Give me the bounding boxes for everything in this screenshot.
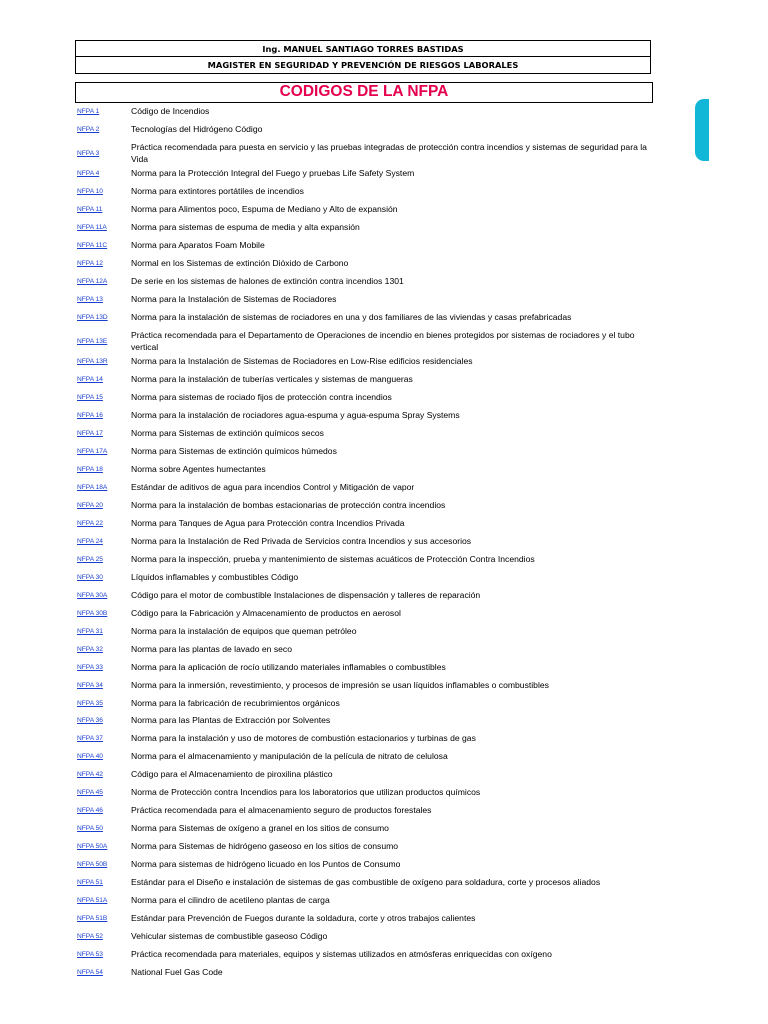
- nfpa-description: Norma para la instalación de rociadores agua-espuma y agua-espuma Spray Systems: [131, 410, 460, 421]
- nfpa-code-link[interactable]: NFPA 35: [77, 699, 103, 707]
- nfpa-code-link[interactable]: NFPA 24: [77, 537, 103, 545]
- nfpa-description: Código para la Fabricación y Almacenamiento de productos en aerosol: [131, 607, 401, 618]
- nfpa-code-link[interactable]: NFPA 4: [77, 170, 100, 178]
- nfpa-description: Norma para Sistemas de hidrógeno gaseoso en los sitios de consumo: [131, 841, 399, 852]
- nfpa-description: Norma para la Instalación de Sistemas de Rociadores: [131, 294, 337, 305]
- nfpa-code-link[interactable]: NFPA 10: [77, 188, 103, 196]
- nfpa-description: National Fuel Gas Code: [131, 966, 223, 977]
- nfpa-code-link[interactable]: NFPA 25: [77, 555, 103, 563]
- nfpa-code-link[interactable]: NFPA 50B: [77, 861, 108, 869]
- nfpa-description: Norma para sistemas de hidrógeno licuado en los Puntos de Consumo: [131, 859, 401, 870]
- nfpa-description: Norma para sistemas de rociado fijos de protección contra incendios: [131, 392, 392, 403]
- nfpa-description: Norma para sistemas de espuma de media y alta expansión: [131, 222, 360, 233]
- nfpa-code-link[interactable]: NFPA 11: [77, 206, 103, 214]
- nfpa-description: Norma para extintores portátiles de incendios: [131, 186, 304, 197]
- nfpa-description: Norma para Sistemas de extinción químicos secos: [131, 428, 324, 439]
- nfpa-code-link[interactable]: NFPA 13: [77, 296, 103, 304]
- nfpa-code-link[interactable]: NFPA 13R: [77, 358, 108, 366]
- nfpa-description: Norma para la instalación y uso de motores de combustión estacionarios y turbinas de gas: [131, 733, 476, 744]
- nfpa-code-link[interactable]: NFPA 2: [77, 125, 100, 133]
- nfpa-code-link[interactable]: NFPA 14: [77, 376, 103, 384]
- nfpa-code-link[interactable]: NFPA 36: [77, 717, 103, 725]
- nfpa-code-link[interactable]: NFPA 18: [77, 466, 103, 474]
- nfpa-description: Norma para el almacenamiento y manipulación de la película de nitrato de celulosa: [131, 751, 448, 762]
- nfpa-description: Práctica recomendada para el Departamento de Operaciones de incendio en bienes protegidos por sistemas de rociadores y el tubo vertical: [131, 329, 635, 353]
- nfpa-description: Práctica recomendada para puesta en servicio y las pruebas integradas de protección contra incendios y sistemas de seguridad para la Vida: [131, 141, 647, 165]
- nfpa-description: Estándar para el Diseño e instalación de sistemas de gas combustible de oxígeno para soldadura, corte y procesos aliados: [131, 877, 601, 887]
- nfpa-description: Norma para la instalación de sistemas de rociadores en una y dos familiares de las viviendas y casas prefabricadas: [131, 312, 572, 322]
- nfpa-description: Código para el motor de combustible Instalaciones de dispensación y talleres de reparación: [131, 589, 481, 600]
- nfpa-code-link[interactable]: NFPA 37: [77, 735, 103, 743]
- nfpa-description: Código para el Almacenamiento de piroxilina plástico: [131, 769, 333, 780]
- nfpa-description: Norma para la instalación de tuberías verticales y sistemas de mangueras: [131, 374, 413, 385]
- nfpa-description: De serie en los sistemas de halones de extinción contra incendios 1301: [131, 276, 404, 287]
- nfpa-code-link[interactable]: NFPA 12A: [77, 278, 108, 286]
- nfpa-description: Norma para la Instalación de Red Privada de Servicios contra Incendios y sus accesorios: [131, 535, 472, 546]
- nfpa-code-link[interactable]: NFPA 31: [77, 627, 103, 635]
- nfpa-description: Tecnologías del Hidrógeno Código: [131, 123, 263, 134]
- nfpa-code-link[interactable]: NFPA 51: [77, 879, 103, 886]
- nfpa-code-link[interactable]: NFPA 17: [77, 430, 103, 438]
- author-name: Ing. MANUEL SANTIAGO TORRES BASTIDAS: [76, 41, 650, 57]
- nfpa-code-link[interactable]: NFPA 11C: [77, 242, 108, 250]
- nfpa-code-link[interactable]: NFPA 3: [77, 149, 100, 157]
- nfpa-code-link[interactable]: NFPA 11A: [77, 224, 107, 232]
- nfpa-description: Normal en los Sistemas de extinción Dióxido de Carbono: [131, 258, 349, 269]
- nfpa-description: Norma para las plantas de lavado en seco: [131, 643, 292, 654]
- nfpa-code-link[interactable]: NFPA 1: [77, 108, 100, 115]
- nfpa-code-link[interactable]: NFPA 15: [77, 394, 103, 402]
- nfpa-description: Norma para Tanques de Agua para Protección contra Incendios Privada: [131, 518, 405, 528]
- nfpa-code-link[interactable]: NFPA 30: [77, 573, 103, 581]
- nfpa-code-link[interactable]: NFPA 54: [77, 968, 103, 976]
- nfpa-code-link[interactable]: NFPA 13D: [77, 314, 108, 321]
- nfpa-description: Líquidos inflamables y combustibles Código: [131, 571, 299, 582]
- nfpa-code-link[interactable]: NFPA 42: [77, 771, 103, 779]
- nfpa-code-link[interactable]: NFPA 50A: [77, 843, 108, 851]
- nfpa-description: Norma para Sistemas de oxígeno a granel en los sitios de consumo: [131, 823, 389, 834]
- nfpa-description: Práctica recomendada para materiales, equipos y sistemas utilizados en atmósferas enriquecidas con oxígeno: [131, 948, 552, 959]
- nfpa-description: Práctica recomendada para el almacenamiento seguro de productos forestales: [131, 805, 432, 816]
- nfpa-code-link[interactable]: NFPA 16: [77, 412, 103, 420]
- nfpa-code-link[interactable]: NFPA 52: [77, 932, 103, 940]
- nfpa-code-link[interactable]: NFPA 17A: [77, 448, 108, 456]
- nfpa-description: Norma para la inspección, prueba y mantenimiento de sistemas acuáticos de Protección Contra Incendios: [131, 553, 535, 564]
- nfpa-code-link[interactable]: NFPA 46: [77, 807, 103, 815]
- nfpa-code-link[interactable]: NFPA 51A: [77, 896, 108, 904]
- nfpa-description: Norma para Sistemas de extinción químicos húmedos: [131, 446, 337, 457]
- nfpa-description: Código de Incendios: [131, 106, 210, 116]
- nfpa-code-link[interactable]: NFPA 53: [77, 950, 103, 958]
- nfpa-description: Norma para la fabricación de recubrimientos orgánicos: [131, 697, 340, 708]
- nfpa-code-link[interactable]: NFPA 18A: [77, 484, 108, 492]
- nfpa-description: Norma para la instalación de equipos que queman petróleo: [131, 625, 357, 636]
- nfpa-description: Norma sobre Agentes humectantes: [131, 464, 266, 475]
- nfpa-description: Norma para la instalación de bombas estacionarias de protección contra incendios: [131, 500, 446, 511]
- nfpa-code-link[interactable]: NFPA 32: [77, 645, 103, 653]
- nfpa-description: Estándar de aditivos de agua para incendios Control y Mitigación de vapor: [131, 482, 415, 493]
- nfpa-description: Norma para la Protección Integral del Fuego y pruebas Life Safety System: [131, 168, 415, 179]
- nfpa-description: Estándar para Prevención de Fuegos durante la soldadura, corte y otros trabajos calientes: [131, 912, 476, 923]
- nfpa-description: Norma de Protección contra Incendios para los laboratorios que utilizan productos químicos: [131, 787, 481, 798]
- nfpa-description: Norma para el cilindro de acetileno plantas de carga: [131, 894, 330, 905]
- nfpa-code-link[interactable]: NFPA 12: [77, 260, 103, 268]
- nfpa-code-link[interactable]: NFPA 50: [77, 825, 103, 833]
- nfpa-description: Norma para Alimentos poco, Espuma de Mediano y Alto de expansión: [131, 204, 398, 215]
- nfpa-description: Norma para la inmersión, revestimiento, y procesos de impresión se usan líquidos inflamables o combustibles: [131, 679, 549, 690]
- nfpa-description: Norma para Aparatos Foam Mobile: [131, 240, 265, 251]
- nfpa-description: Norma para la Instalación de Sistemas de Rociadores en Low-Rise edificios residenciales: [131, 356, 473, 367]
- nfpa-code-link[interactable]: NFPA 34: [77, 681, 103, 689]
- nfpa-code-link[interactable]: NFPA 33: [77, 663, 103, 671]
- nfpa-code-link[interactable]: NFPA 30B: [77, 609, 108, 617]
- nfpa-description: Vehicular sistemas de combustible gaseoso Código: [131, 930, 328, 941]
- nfpa-code-link[interactable]: NFPA 13E: [77, 337, 108, 345]
- header-box: [75, 40, 651, 74]
- page-title: CODIGOS DE LA NFPA: [75, 82, 653, 103]
- nfpa-description: Norma para las Plantas de Extracción por Solventes: [131, 715, 331, 726]
- nfpa-description: Norma para la aplicación de rocío utilizando materiales inflamables o combustibles: [131, 661, 446, 672]
- nfpa-code-link[interactable]: NFPA 20: [77, 502, 103, 510]
- nfpa-code-link[interactable]: NFPA 45: [77, 789, 103, 797]
- side-tab-handle[interactable]: [695, 99, 709, 161]
- author-degree: MAGISTER EN SEGURIDAD Y PREVENCIÓN DE RIESGOS LABORALES: [207, 60, 519, 70]
- nfpa-code-link[interactable]: NFPA 22: [77, 520, 103, 527]
- nfpa-code-link[interactable]: NFPA 40: [77, 753, 103, 761]
- nfpa-code-link[interactable]: NFPA 30A: [77, 591, 108, 599]
- nfpa-code-link[interactable]: NFPA 51B: [77, 914, 108, 922]
